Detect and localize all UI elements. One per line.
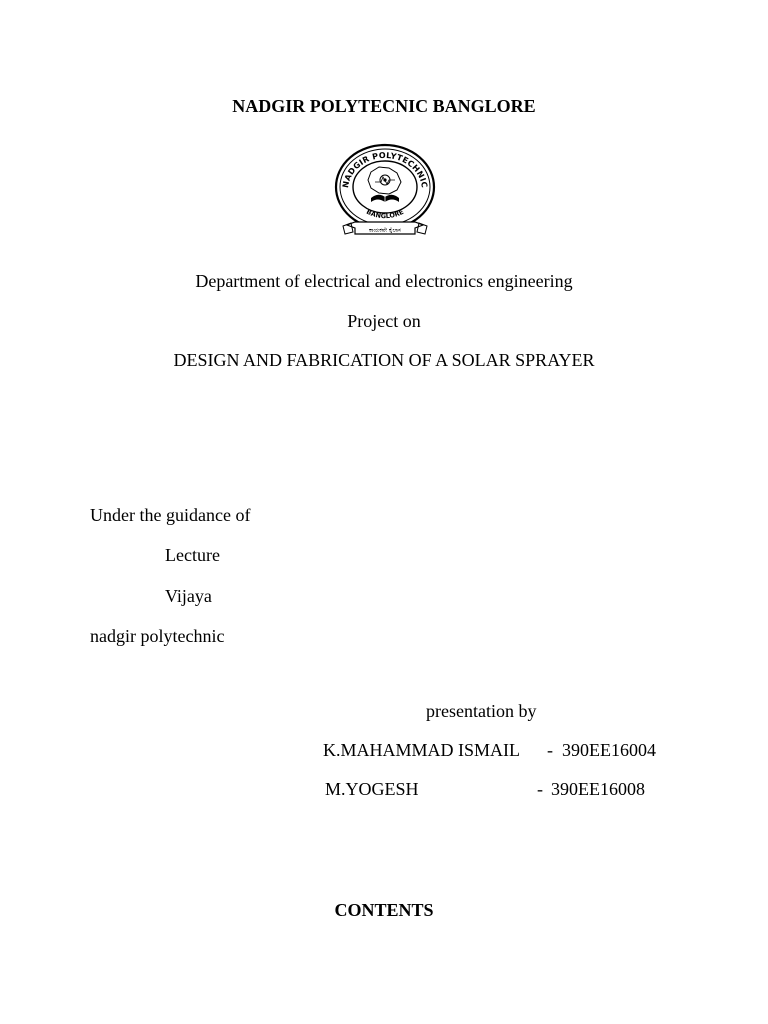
project-title: DESIGN AND FABRICATION OF A SOLAR SPRAYER	[173, 350, 595, 370]
department-name: Department of electrical and electronics engineering	[195, 271, 573, 291]
emblem-ribbon-text: ಕಾಯಕವೇ ಕೈಲಾಸ	[369, 227, 401, 234]
guide-college: nadgir polytechnic	[90, 626, 225, 646]
student-name: K.MAHAMMAD ISMAIL	[323, 740, 521, 760]
svg-text:NADGIR POLYTECHNIC	[341, 151, 429, 189]
college-emblem-icon	[331, 142, 439, 240]
student-separator: -	[547, 740, 553, 760]
guide-designation: Lecture	[165, 545, 220, 565]
student-separator: -	[537, 779, 543, 799]
emblem-bottom-text: BANGLORE	[365, 207, 405, 221]
contents-heading: CONTENTS	[334, 900, 434, 920]
guidance-heading: Under the guidance of	[90, 505, 251, 525]
student-reg-no: 390EE16008	[551, 779, 645, 799]
presentation-heading: presentation by	[426, 701, 537, 721]
emblem-top-text: NADGIR POLYTECHNIC	[340, 150, 430, 189]
project-label: Project on	[347, 311, 421, 331]
student-name: M.YOGESH	[325, 779, 419, 799]
guide-name: Vijaya	[165, 586, 212, 606]
institution-title: NADGIR POLYTECNIC BANGLORE	[232, 96, 536, 116]
svg-text:BANGLORE	[365, 208, 405, 220]
student-reg-no: 390EE16004	[562, 740, 656, 760]
